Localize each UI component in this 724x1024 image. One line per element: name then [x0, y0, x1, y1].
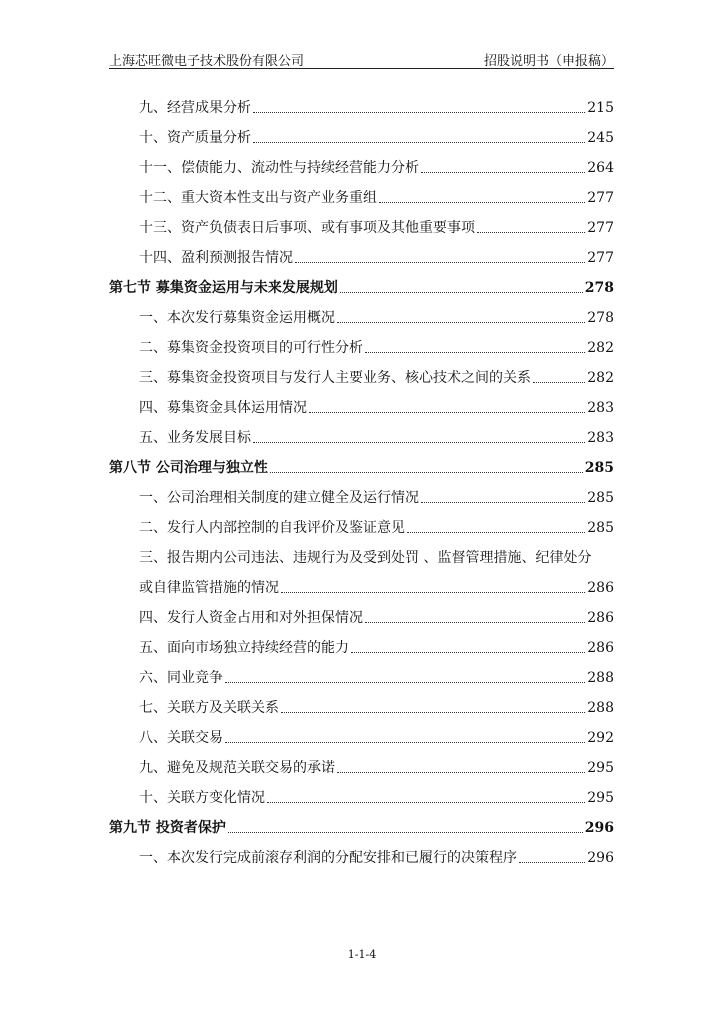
toc-entry[interactable]	[109, 327, 614, 357]
toc-entry-page: 296	[587, 850, 614, 866]
toc-entry-label: 九、避免及规范关联交易的承诺	[139, 760, 335, 776]
dot-leader	[281, 592, 585, 593]
toc-entry-label: 十、资产质量分析	[139, 130, 251, 146]
toc-entry-page: 282	[587, 370, 614, 386]
table-of-contents	[109, 87, 614, 867]
toc-entry-page: 295	[587, 760, 614, 776]
toc-entry-page: 285	[584, 460, 614, 476]
dot-leader	[533, 382, 585, 383]
dot-leader	[351, 652, 585, 653]
dot-leader	[253, 112, 585, 113]
toc-entry-label-continued: 或自律监管措施的情况	[139, 580, 279, 596]
toc-entry-page: 277	[587, 220, 614, 236]
dot-leader	[379, 202, 585, 203]
toc-entry-label: 六、同业竞争	[139, 670, 223, 686]
toc-entry-label: 第八节 公司治理与独立性	[109, 460, 268, 476]
toc-entry[interactable]	[109, 507, 614, 537]
toc-entry-page: 215	[587, 100, 614, 116]
toc-entry-page: 285	[587, 520, 614, 536]
toc-entry-page: 296	[584, 820, 614, 836]
dot-leader	[477, 232, 585, 233]
toc-section-heading[interactable]	[109, 267, 614, 297]
toc-entry-label: 十二、重大资本性支出与资产业务重组	[139, 190, 377, 206]
toc-entry-page: 264	[587, 160, 614, 176]
toc-entry[interactable]	[109, 207, 614, 237]
toc-entry-label: 四、募集资金具体运用情况	[139, 400, 307, 416]
toc-entry-page: 282	[587, 340, 614, 356]
toc-entry-label: 十一、偿债能力、流动性与持续经营能力分析	[139, 160, 419, 176]
toc-entry[interactable]	[109, 297, 614, 327]
toc-entry-page: 283	[587, 430, 614, 446]
toc-entry[interactable]	[109, 147, 614, 177]
dot-leader	[340, 292, 583, 293]
dot-leader	[309, 412, 585, 413]
toc-entry-label: 五、面向市场独立持续经营的能力	[139, 640, 349, 656]
toc-entry[interactable]	[109, 747, 614, 777]
toc-entry[interactable]	[109, 357, 614, 387]
toc-entry-label: 十四、盈利预测报告情况	[139, 250, 293, 266]
toc-entry-label: 八、关联交易	[139, 730, 223, 746]
toc-entry-page: 292	[587, 730, 614, 746]
toc-entry[interactable]	[109, 477, 614, 507]
toc-entry-page: 278	[584, 280, 614, 296]
dot-leader	[407, 532, 585, 533]
dot-leader	[267, 802, 585, 803]
toc-entry[interactable]	[109, 597, 614, 627]
dot-leader	[225, 682, 585, 683]
toc-entry-page: 245	[587, 130, 614, 146]
toc-entry[interactable]	[109, 717, 614, 747]
toc-entry-label: 十、关联方变化情况	[139, 790, 265, 806]
toc-entry-label: 第九节 投资者保护	[109, 820, 226, 836]
toc-entry-page: 283	[587, 400, 614, 416]
toc-entry[interactable]	[109, 627, 614, 657]
toc-entry-label: 一、公司治理相关制度的建立健全及运行情况	[139, 490, 419, 506]
toc-entry-page: 286	[587, 580, 614, 596]
dot-leader	[270, 472, 583, 473]
dot-leader	[519, 862, 585, 863]
toc-entry-label: 一、本次发行募集资金运用概况	[139, 310, 335, 326]
toc-entry-page: 286	[587, 640, 614, 656]
toc-entry[interactable]	[109, 237, 614, 267]
toc-entry-label: 二、发行人内部控制的自我评价及鉴证意见	[139, 520, 405, 536]
toc-entry-label: 第七节 募集资金运用与未来发展规划	[109, 280, 338, 296]
toc-entry[interactable]	[109, 657, 614, 687]
toc-entry[interactable]	[109, 837, 614, 867]
toc-entry-label: 二、募集资金投资项目的可行性分析	[139, 340, 363, 356]
dot-leader	[281, 712, 585, 713]
toc-entry-label: 一、本次发行完成前滚存利润的分配安排和已履行的决策程序	[139, 850, 517, 866]
toc-entry-page: 286	[587, 610, 614, 626]
dot-leader	[365, 352, 585, 353]
dot-leader	[421, 172, 585, 173]
dot-leader	[337, 322, 585, 323]
toc-entry[interactable]	[109, 387, 614, 417]
dot-leader	[225, 742, 585, 743]
toc-entry-page: 277	[587, 250, 614, 266]
dot-leader	[295, 262, 585, 263]
toc-entry-page: 288	[587, 700, 614, 716]
toc-entry[interactable]	[109, 687, 614, 717]
page-number: 1-1-4	[347, 948, 377, 961]
toc-entry-continuation[interactable]	[109, 567, 614, 597]
toc-entry-label: 三、报告期内公司违法、违规行为及受到处罚 、监督管理措施、纪律处分	[139, 550, 592, 566]
dot-leader	[253, 442, 585, 443]
toc-entry-page: 288	[587, 670, 614, 686]
toc-section-heading[interactable]	[109, 807, 614, 837]
toc-entry-label: 九、经营成果分析	[139, 100, 251, 116]
dot-leader	[421, 502, 585, 503]
toc-entry-label: 五、业务发展目标	[139, 430, 251, 446]
toc-entry-page: 277	[587, 190, 614, 206]
toc-entry-page: 285	[587, 490, 614, 506]
toc-entry-page: 278	[587, 310, 614, 326]
toc-entry[interactable]	[109, 177, 614, 207]
toc-entry[interactable]	[109, 777, 614, 807]
toc-section-heading[interactable]	[109, 447, 614, 477]
dot-leader	[253, 142, 585, 143]
toc-entry[interactable]	[109, 417, 614, 447]
toc-entry[interactable]	[109, 117, 614, 147]
toc-entry-page: 295	[587, 790, 614, 806]
dot-leader	[337, 772, 585, 773]
toc-entry[interactable]	[109, 87, 614, 117]
company-name: 上海芯旺微电子技术股份有限公司	[109, 54, 305, 69]
dot-leader	[228, 832, 583, 833]
toc-entry-label: 三、募集资金投资项目与发行人主要业务、核心技术之间的关系	[139, 370, 531, 386]
toc-entry[interactable]	[109, 537, 614, 567]
dot-leader	[365, 622, 585, 623]
page-header	[109, 50, 614, 69]
document-title: 招股说明书（申报稿）	[483, 54, 614, 69]
toc-entry-label: 四、发行人资金占用和对外担保情况	[139, 610, 363, 626]
toc-entry-label: 十三、资产负债表日后事项、或有事项及其他重要事项	[139, 220, 475, 236]
toc-entry-label: 七、关联方及关联关系	[139, 700, 279, 716]
